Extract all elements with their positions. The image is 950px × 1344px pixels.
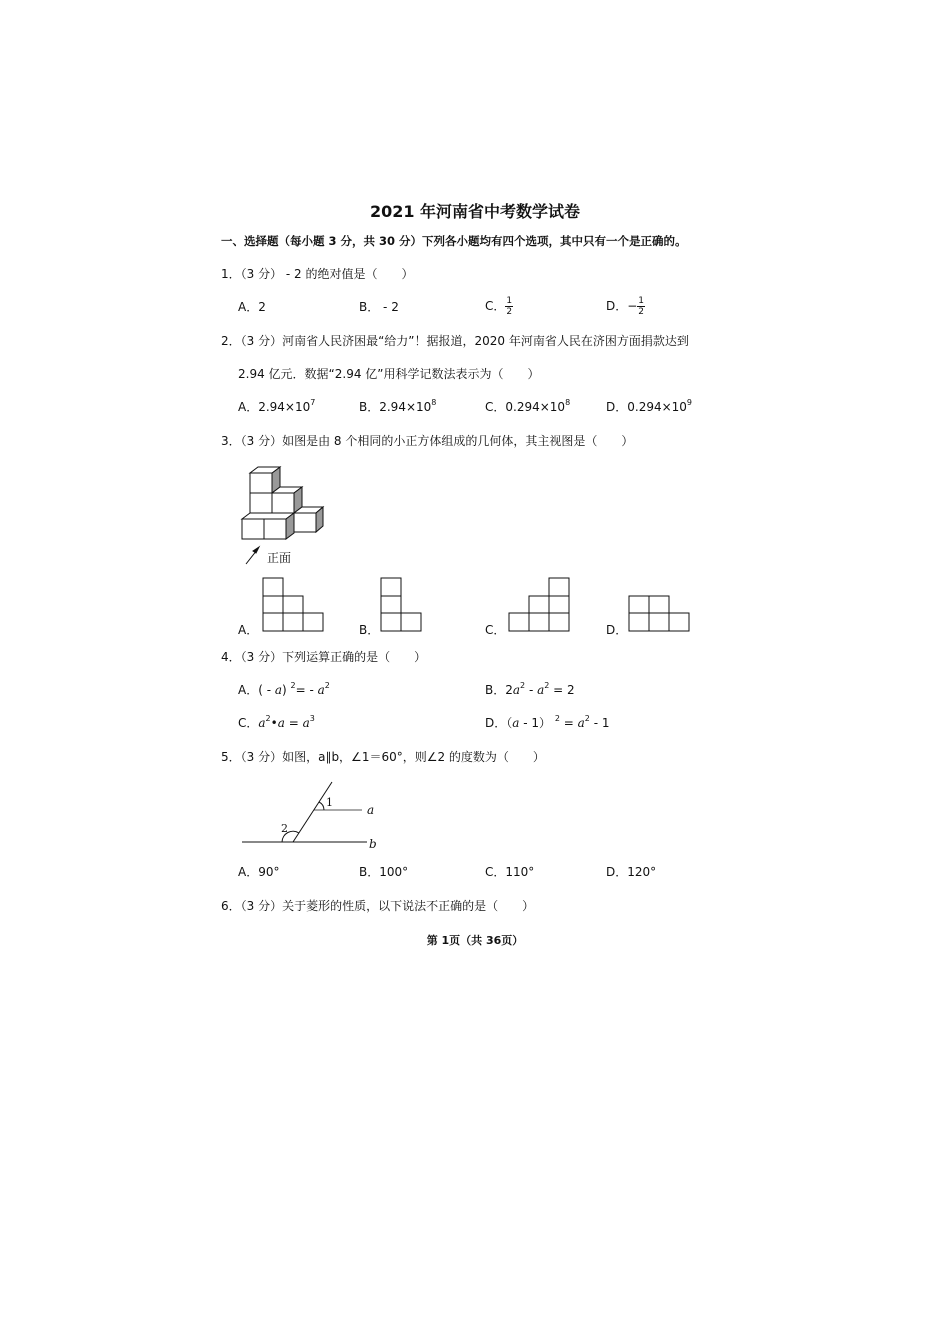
q4-option-c <box>238 715 315 731</box>
exponent: 2 <box>520 681 526 690</box>
text: = 2 <box>549 683 575 697</box>
q3-option-b: B． <box>359 623 380 637</box>
section-heading: 一、选择题（每小题 3 分，共 30 分）下列各小题均有四个选项，其中只有一个是正确的。 <box>221 234 687 248</box>
exponent: 2 <box>324 681 330 690</box>
denominator: 2 <box>506 307 513 317</box>
q1-option-b: B． - 2 <box>359 300 399 314</box>
front-label: 正面 <box>267 551 292 565</box>
question-5-stem: 5．（3 分）如图，a∥b，∠1＝60°，则∠2 的度数为（ ） <box>221 750 545 764</box>
text: = <box>284 716 303 730</box>
page-footer: 第 1页（共 36页） <box>426 934 524 947</box>
text: B．2 <box>485 683 513 697</box>
view-option-a-figure <box>263 578 323 631</box>
view-option-d-figure <box>629 596 689 631</box>
option-label: C． <box>485 299 506 313</box>
variable: a <box>512 683 521 697</box>
question-4-stem: 4．（3 分）下列运算正确的是（ ） <box>221 650 427 664</box>
exam-title: 2021 年河南省中考数学试卷 <box>369 202 581 221</box>
denominator: 2 <box>638 307 645 317</box>
question-2-stem-line2: 2.94 亿元．数据“2.94 亿”用科学记数法表示为（ ） <box>238 367 540 381</box>
variable: a <box>274 683 283 697</box>
option-text: D．0.294×10 <box>606 400 687 414</box>
question-3-stem: 3．（3 分）如图是由 8 个相同的小正方体组成的几何体，其主视图是（ ） <box>221 434 634 448</box>
text: ) <box>282 683 287 697</box>
variable: a <box>317 683 325 697</box>
line-a-label: a <box>367 803 375 817</box>
q1-option-a: A．2 <box>238 300 266 314</box>
exponent: 8 <box>431 398 437 407</box>
q3-option-c: C． <box>485 623 506 637</box>
exponent: 2 <box>265 714 271 723</box>
exponent: 9 <box>686 398 693 407</box>
angle-1-label: 1 <box>326 796 333 809</box>
option-label: D．− <box>606 299 638 313</box>
line-b-label: b <box>369 837 377 851</box>
front-arrow-icon <box>246 547 259 564</box>
numerator: 1 <box>638 296 645 306</box>
view-option-c-figure <box>509 578 569 631</box>
parallel-lines-figure <box>242 782 367 842</box>
exponent: 2 <box>290 681 296 690</box>
q5-option-c: C．110° <box>485 865 535 879</box>
exponent: 2 <box>544 681 550 690</box>
text: A．( - <box>238 683 275 697</box>
exponent: 2 <box>554 714 560 723</box>
exponent: 7 <box>310 398 316 407</box>
option-text: A．2.94×10 <box>238 400 311 414</box>
numerator: 1 <box>506 296 513 306</box>
q5-option-a: A．90° <box>238 865 280 879</box>
angle-2-label: 2 <box>281 822 288 835</box>
text: D．（ <box>485 716 513 730</box>
q5-option-b: B．100° <box>359 865 409 879</box>
question-2-stem-line1: 2．（3 分）河南省人民济困最“给力”！据报道，2020 年河南省人民在济困方面捐款达到 <box>221 334 689 348</box>
text: = - <box>295 683 318 697</box>
exponent: 8 <box>565 398 571 407</box>
view-option-b-figure <box>381 578 421 631</box>
q3-option-d: D． <box>606 623 628 637</box>
variable: a <box>512 716 520 730</box>
q3-option-a: A． <box>238 623 259 637</box>
text: - 1 <box>589 716 610 730</box>
text: = <box>559 716 578 730</box>
text: C． <box>238 716 259 730</box>
variable: a <box>277 716 285 730</box>
text: • <box>270 716 278 730</box>
q4-option-a <box>238 682 330 698</box>
text: - 1） <box>519 716 552 730</box>
text: - <box>525 683 538 697</box>
q4-option-d <box>485 715 609 731</box>
q4-option-b <box>485 682 575 698</box>
option-text: C．0.294×10 <box>485 400 566 414</box>
variable: a <box>302 716 310 730</box>
cubes <box>242 467 323 539</box>
question-1-stem: 1．（3 分） - 2 的绝对值是（ ） <box>221 267 414 281</box>
option-text: B．2.94×10 <box>359 400 432 414</box>
variable: a <box>258 716 266 730</box>
variable: a <box>537 683 545 697</box>
exponent: 3 <box>309 714 315 723</box>
exponent: 2 <box>584 714 590 723</box>
q5-option-d: D．120° <box>606 865 657 879</box>
variable: a <box>577 716 585 730</box>
question-6-stem: 6．（3 分）关于菱形的性质，以下说法不正确的是（ ） <box>221 899 535 913</box>
